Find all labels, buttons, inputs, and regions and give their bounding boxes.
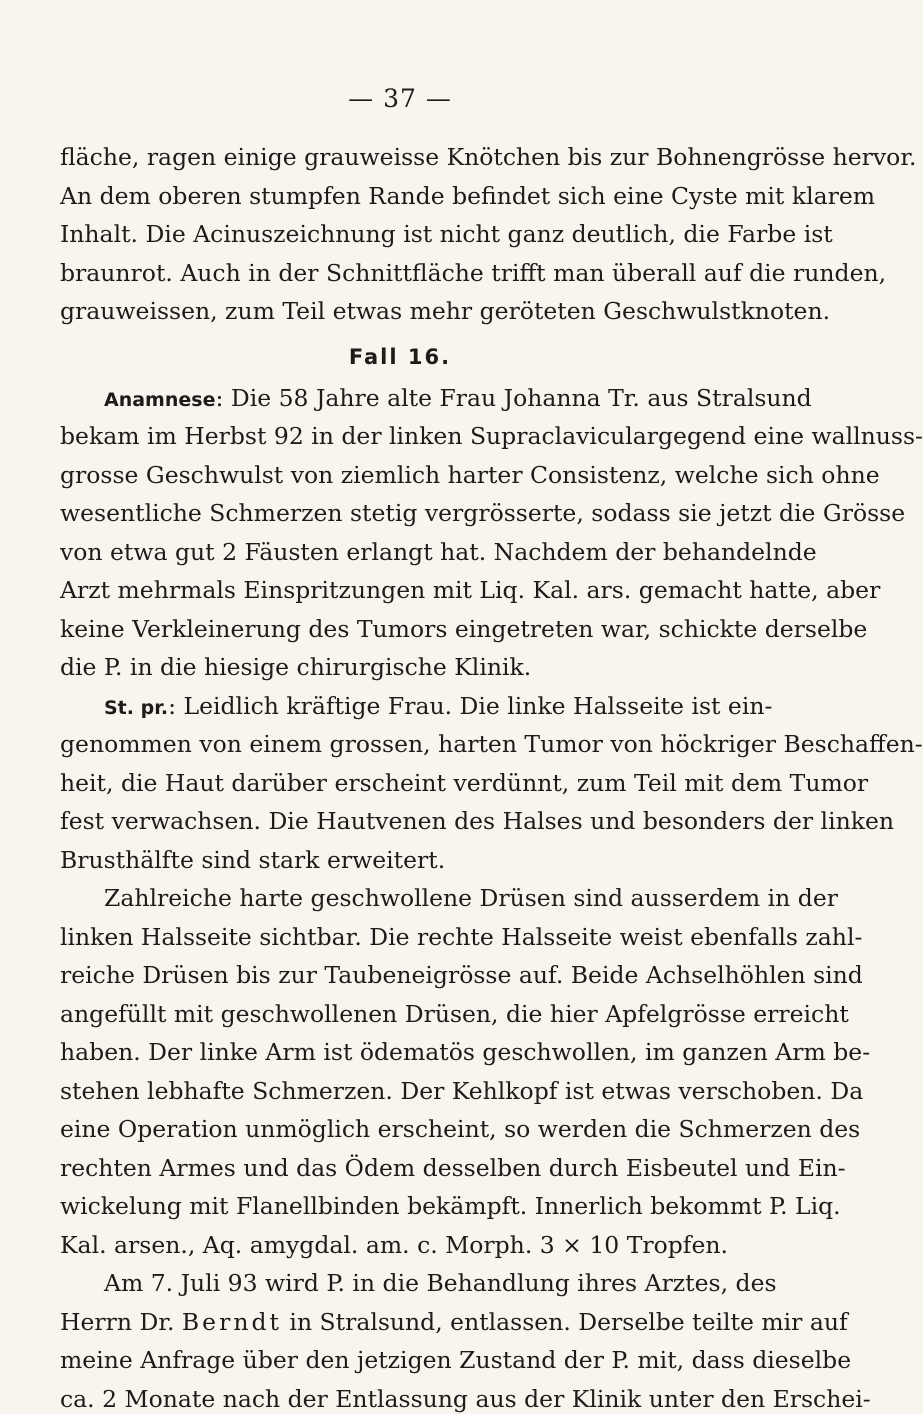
- text-line: Zahlreiche harte geschwollene Drüsen sind ausserdem in der: [104, 884, 838, 912]
- text-line: Arzt mehrmals Einspritzungen mit Liq. Kal. ars. gemacht hatte, aber: [60, 576, 881, 604]
- page-number: — 37 —: [348, 84, 452, 113]
- text-line: rechten Armes und das Ödem desselben durch Eisbeutel und Ein-: [60, 1153, 846, 1182]
- text-line: heit, die Haut darüber erscheint verdünnt, zum Teil mit dem Tumor: [60, 768, 869, 797]
- text-line: fläche, ragen einige grauweisse Knötchen bis zur Bohnengrösse hervor.: [60, 143, 917, 171]
- text-line: fest verwachsen. Die Hautvenen des Halses und besonders der linken: [60, 807, 894, 835]
- status-text: : Leidlich kräftige Frau. Die linke Halsseite ist ein-: [168, 691, 773, 720]
- text-line: linken Halsseite sichtbar. Die rechte Halsseite weist ebenfalls zahl-: [60, 922, 863, 951]
- anamnese-first-line: [104, 383, 812, 415]
- text-line: die P. in die hiesige chirurgische Klinik.: [60, 653, 532, 681]
- text-line: ca. 2 Monate nach der Entlassung aus der Klinik unter den Erschei-: [60, 1384, 871, 1413]
- text-line: bekam im Herbst 92 in der linken Supraclaviculargegend eine wallnuss-: [60, 422, 923, 450]
- text-line: Am 7. Juli 93 wird P. in die Behandlung ihres Arztes, des: [104, 1269, 777, 1297]
- text-line: angefüllt mit geschwollenen Drüsen, die hier Apfelgrösse erreicht: [60, 999, 849, 1028]
- case-heading: Fall 16.: [348, 344, 452, 369]
- text-line: Kal. arsen., Aq. amygdal. am. c. Morph. 3 × 10 Tropfen.: [60, 1230, 729, 1259]
- text-line: haben. Der linke Arm ist ödematös geschwollen, im ganzen Arm be-: [60, 1038, 871, 1066]
- text-line-with-name: [60, 1307, 848, 1337]
- text-line: grauweissen, zum Teil etwas mehr geröteten Geschwulstknoten.: [60, 297, 831, 325]
- text-fragment: Herrn Dr.: [60, 1307, 182, 1336]
- anamnese-label: Anamnese: [104, 388, 216, 411]
- text-line: wickelung mit Flanellbinden bekämpft. Innerlich bekommt P. Liq.: [60, 1192, 841, 1220]
- text-line: Brusthälfte sind stark erweitert.: [60, 845, 446, 874]
- text-line: keine Verkleinerung des Tumors eingetreten war, schickte derselbe: [60, 614, 868, 643]
- text-line: grosse Geschwulst von ziemlich harter Consistenz, welche sich ohne: [60, 460, 880, 489]
- status-first-line: [104, 691, 773, 723]
- text-fragment: in Stralsund, entlassen. Derselbe teilte mir auf: [281, 1307, 848, 1336]
- text-line: stehen lebhafte Schmerzen. Der Kehlkopf ist etwas verschoben. Da: [60, 1076, 864, 1105]
- text-line: An dem oberen stumpfen Rande befindet sich eine Cyste mit klarem: [60, 181, 876, 210]
- text-line: Inhalt. Die Acinuszeichnung ist nicht ganz deutlich, die Farbe ist: [60, 220, 833, 248]
- text-line: braunrot. Auch in der Schnittfläche trifft man überall auf die runden,: [60, 258, 887, 287]
- text-line: von etwa gut 2 Fäusten erlangt hat. Nachdem der behandelnde: [60, 537, 817, 566]
- text-line: genommen von einem grossen, harten Tumor von höckriger Beschaffen-: [60, 730, 923, 758]
- person-name: Berndt: [181, 1307, 282, 1336]
- text-line: reiche Drüsen bis zur Taubeneigrösse auf. Beide Achselhöhlen sind: [60, 961, 863, 989]
- status-label: St. pr.: [104, 696, 169, 719]
- text-line: meine Anfrage über den jetzigen Zustand der P. mit, dass dieselbe: [60, 1346, 852, 1374]
- anamnese-text: : Die 58 Jahre alte Frau Johanna Tr. aus Stralsund: [215, 383, 812, 412]
- text-line: eine Operation unmöglich erscheint, so werden die Schmerzen des: [60, 1115, 861, 1143]
- text-line: wesentliche Schmerzen stetig vergrösserte, sodass sie jetzt die Grösse: [60, 499, 906, 527]
